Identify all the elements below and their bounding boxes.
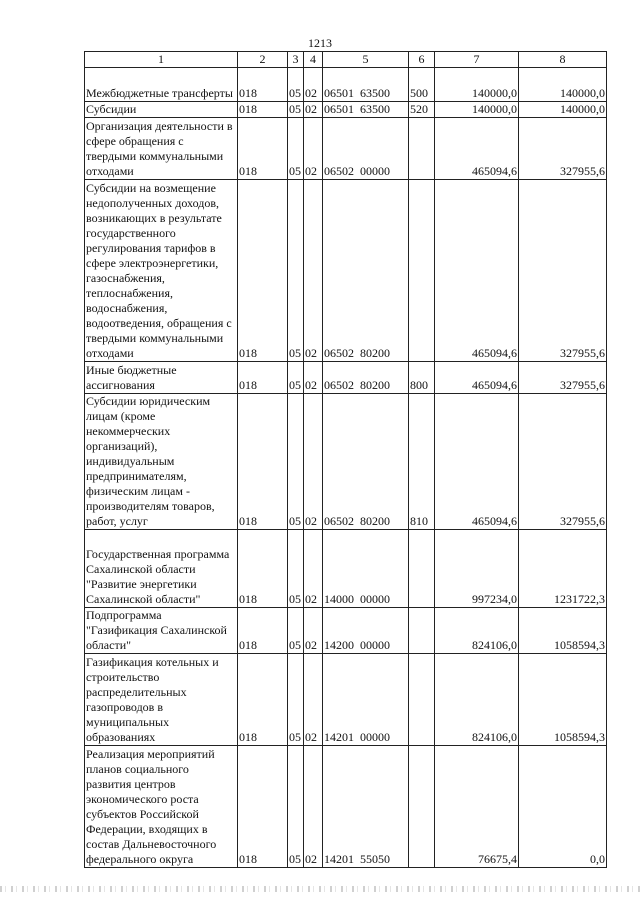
row-name: Иные бюджетные ассигнования	[85, 362, 238, 394]
cell-amount-year1: 465094,6	[435, 362, 519, 394]
cell-expense-type: 810	[409, 394, 435, 530]
row-name: Субсидии юридическим лицам (кроме некоммерческих организаций), индивидуальным предпринимателям, физическим лицам - производителям товаров, работ, услуг	[85, 394, 238, 530]
cell-expense-type	[409, 530, 435, 608]
column-header: 4	[304, 52, 323, 68]
cell-target-article: 14000 00000	[323, 530, 409, 608]
column-header: 7	[435, 52, 519, 68]
scan-artifact	[0, 886, 640, 892]
cell-target-article: 06502 00000	[323, 118, 409, 180]
row-name: Газификация котельных и строительство распределительных газопроводов в муниципальных образованиях	[85, 654, 238, 746]
cell-subsection: 02	[304, 530, 323, 608]
cell-amount-year2: 1058594,3	[519, 608, 607, 654]
cell-target-article: 06501 63500	[323, 102, 409, 118]
cell-expense-type: 800	[409, 362, 435, 394]
cell-subsection: 02	[304, 180, 323, 362]
cell-subsection: 02	[304, 102, 323, 118]
column-header: 6	[409, 52, 435, 68]
table-row	[85, 394, 607, 530]
cell-section: 05	[288, 394, 304, 530]
row-name: Субсидии	[85, 102, 238, 118]
budget-table	[84, 51, 607, 868]
column-header: 2	[238, 52, 288, 68]
cell-expense-type: 520	[409, 102, 435, 118]
table-row	[85, 530, 607, 608]
cell-target-article: 14200 00000	[323, 608, 409, 654]
page-number: 1213	[308, 36, 332, 50]
cell-amount-year1: 140000,0	[435, 102, 519, 118]
column-header: 8	[519, 52, 607, 68]
cell-amount-year2: 140000,0	[519, 102, 607, 118]
cell-amount-year1: 824106,0	[435, 654, 519, 746]
cell-ministry-code: 018	[238, 394, 288, 530]
cell-expense-type	[409, 118, 435, 180]
cell-amount-year1: 76675,4	[435, 746, 519, 868]
table-row	[85, 608, 607, 654]
cell-subsection: 02	[304, 394, 323, 530]
cell-target-article: 06502 80200	[323, 394, 409, 530]
cell-amount-year2: 327955,6	[519, 118, 607, 180]
row-name: Реализация мероприятий планов социального развития центров экономического роста субъектов Российской Федерации, входящих в состав Дальневосточного федерального округа	[85, 746, 238, 868]
cell-amount-year1: 465094,6	[435, 180, 519, 362]
cell-section: 05	[288, 68, 304, 102]
cell-amount-year2: 1231722,3	[519, 530, 607, 608]
cell-subsection: 02	[304, 362, 323, 394]
cell-expense-type	[409, 180, 435, 362]
table-row	[85, 68, 607, 102]
cell-subsection: 02	[304, 654, 323, 746]
cell-section: 05	[288, 102, 304, 118]
cell-ministry-code: 018	[238, 608, 288, 654]
cell-expense-type	[409, 654, 435, 746]
row-name: Субсидии на возмещение недополученных доходов, возникающих в результате государственного регулирования тарифов в сфере электроэнергетики, газоснабжения, теплоснабжения, водоснабжения, водоотведения, обращения с твердыми коммунальными отходами	[85, 180, 238, 362]
cell-target-article: 14201 55050	[323, 746, 409, 868]
cell-section: 05	[288, 654, 304, 746]
cell-amount-year1: 824106,0	[435, 608, 519, 654]
cell-target-article: 14201 00000	[323, 654, 409, 746]
table-row	[85, 118, 607, 180]
cell-amount-year2: 327955,6	[519, 394, 607, 530]
cell-amount-year1: 140000,0	[435, 68, 519, 102]
table-row	[85, 180, 607, 362]
cell-section: 05	[288, 180, 304, 362]
cell-ministry-code: 018	[238, 68, 288, 102]
cell-expense-type	[409, 608, 435, 654]
cell-section: 05	[288, 746, 304, 868]
cell-target-article: 06502 80200	[323, 180, 409, 362]
cell-subsection: 02	[304, 118, 323, 180]
cell-amount-year2: 1058594,3	[519, 654, 607, 746]
table-row	[85, 102, 607, 118]
cell-section: 05	[288, 118, 304, 180]
cell-section: 05	[288, 362, 304, 394]
cell-ministry-code: 018	[238, 362, 288, 394]
cell-expense-type	[409, 746, 435, 868]
table-row	[85, 654, 607, 746]
cell-subsection: 02	[304, 608, 323, 654]
row-name: Подпрограмма "Газификация Сахалинской области"	[85, 608, 238, 654]
cell-ministry-code: 018	[238, 118, 288, 180]
cell-amount-year2: 0,0	[519, 746, 607, 868]
table-row	[85, 362, 607, 394]
column-header: 5	[323, 52, 409, 68]
cell-ministry-code: 018	[238, 102, 288, 118]
cell-amount-year2: 327955,6	[519, 180, 607, 362]
cell-ministry-code: 018	[238, 180, 288, 362]
cell-expense-type: 500	[409, 68, 435, 102]
cell-subsection: 02	[304, 746, 323, 868]
row-name: Государственная программа Сахалинской области "Развитие энергетики Сахалинской области"	[85, 530, 238, 608]
cell-ministry-code: 018	[238, 654, 288, 746]
row-name: Межбюджетные трансферты	[85, 68, 238, 102]
column-header: 1	[85, 52, 238, 68]
cell-amount-year1: 465094,6	[435, 118, 519, 180]
cell-amount-year1: 465094,6	[435, 394, 519, 530]
cell-target-article: 06502 80200	[323, 362, 409, 394]
cell-target-article: 06501 63500	[323, 68, 409, 102]
cell-amount-year2: 327955,6	[519, 362, 607, 394]
cell-subsection: 02	[304, 68, 323, 102]
cell-amount-year1: 997234,0	[435, 530, 519, 608]
table-row	[85, 746, 607, 868]
cell-amount-year2: 140000,0	[519, 68, 607, 102]
column-header: 3	[288, 52, 304, 68]
cell-ministry-code: 018	[238, 746, 288, 868]
row-name: Организация деятельности в сфере обращения с твердыми коммунальными отходами	[85, 118, 238, 180]
table-header-row	[85, 52, 607, 68]
cell-section: 05	[288, 530, 304, 608]
cell-section: 05	[288, 608, 304, 654]
cell-ministry-code: 018	[238, 530, 288, 608]
